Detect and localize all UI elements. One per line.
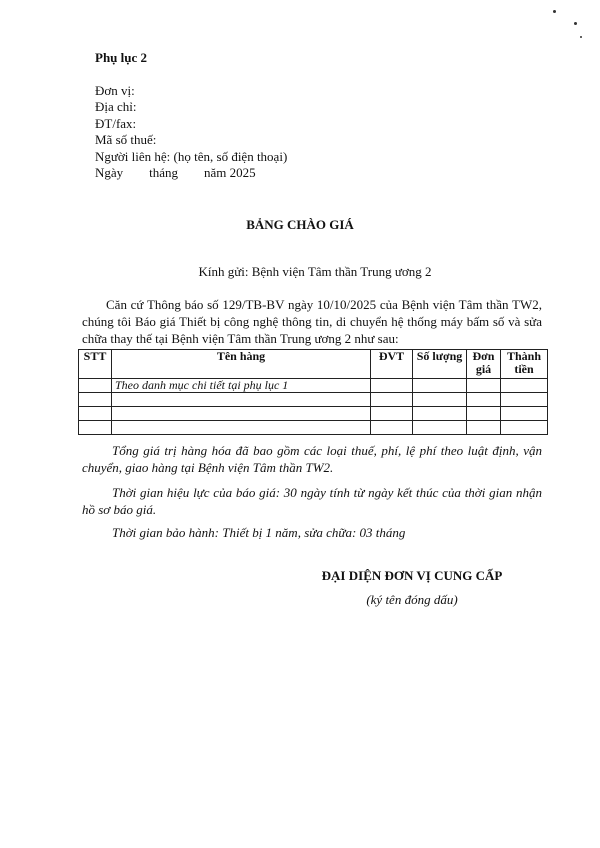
intro-paragraph-text: Căn cứ Thông báo số 129/TB-BV ngày 10/10/2025 của Bệnh viện Tâm thần TW2, chúng tôi Báo giá Thiết bị công nghệ thông tin, di chuyển hệ thống máy bấm số và sửa chữa thay thế tại Bệnh viện Tâm thần Trung ương 2 như sau: [82,297,542,346]
header-quantity: Số lượng [413,350,467,379]
note-validity [82,484,542,518]
document-title: BẢNG CHÀO GIÁ [246,217,354,232]
phone-fax-field: ĐT/fax: [95,116,137,131]
table-cell [467,379,501,393]
table-cell [467,393,501,407]
table-cell [112,421,371,435]
header-total: Thành tiền [501,350,548,379]
signature-title: ĐẠI DIỆN ĐƠN VỊ CUNG CẤP [321,568,503,583]
note-validity-text: Thời gian hiệu lực của báo giá: 30 ngày tính từ ngày kết thúc của thời gian nhận hồ sơ báo giá. [82,485,542,517]
table-row [79,407,548,421]
table-cell [371,379,413,393]
note-total-value [82,442,542,476]
table-cell [501,393,548,407]
note-warranty: Thời gian bảo hành: Thiết bị 1 năm, sửa chữa: 03 tháng [112,525,406,540]
scan-speck [553,10,556,13]
table-cell [371,393,413,407]
table-cell: Theo danh mục chi tiết tại phụ lục 1 [112,379,371,393]
table-header-row [79,350,548,379]
date-field: Ngày tháng năm 2025 [95,165,256,180]
table-cell [467,407,501,421]
contact-field: Người liên hệ: (họ tên, số điện thoại) [95,149,288,164]
table-cell [371,421,413,435]
header-stt: STT [79,350,112,379]
appendix-label: Phụ lục 2 [95,50,148,65]
table-cell [413,393,467,407]
scan-speck [580,36,582,38]
table-cell [413,379,467,393]
unit-field: Đơn vị: [95,83,135,98]
table-cell [501,421,548,435]
table-cell [413,421,467,435]
table-cell [79,393,112,407]
scan-speck [574,22,577,25]
table-cell [79,407,112,421]
signature-subtitle: (ký tên đóng dấu) [366,592,458,607]
recipient-line: Kính gửi: Bệnh viện Tâm thần Trung ương 2 [198,264,432,279]
header-unit: ĐVT [371,350,413,379]
note-total-value-text: Tổng giá trị hàng hóa đã bao gồm các loại thuế, phí, lệ phí theo luật định, vận chuyển, giao hàng tại Bệnh viện Tâm thần TW2. [82,443,542,475]
tax-code-field: Mã số thuế: [95,132,157,147]
table-cell [413,407,467,421]
address-field: Địa chỉ: [95,99,137,114]
table-row [79,421,548,435]
table-cell [112,393,371,407]
table-row [79,393,548,407]
quote-table [78,349,548,435]
table-cell [501,379,548,393]
table-cell [371,407,413,421]
table-cell [79,379,112,393]
table-row [79,379,548,393]
table-cell [79,421,112,435]
table-cell [501,407,548,421]
table-cell [467,421,501,435]
header-unit-price: Đơn giá [467,350,501,379]
header-item-name: Tên hàng [112,350,371,379]
table-cell [112,407,371,421]
intro-paragraph [82,296,542,347]
